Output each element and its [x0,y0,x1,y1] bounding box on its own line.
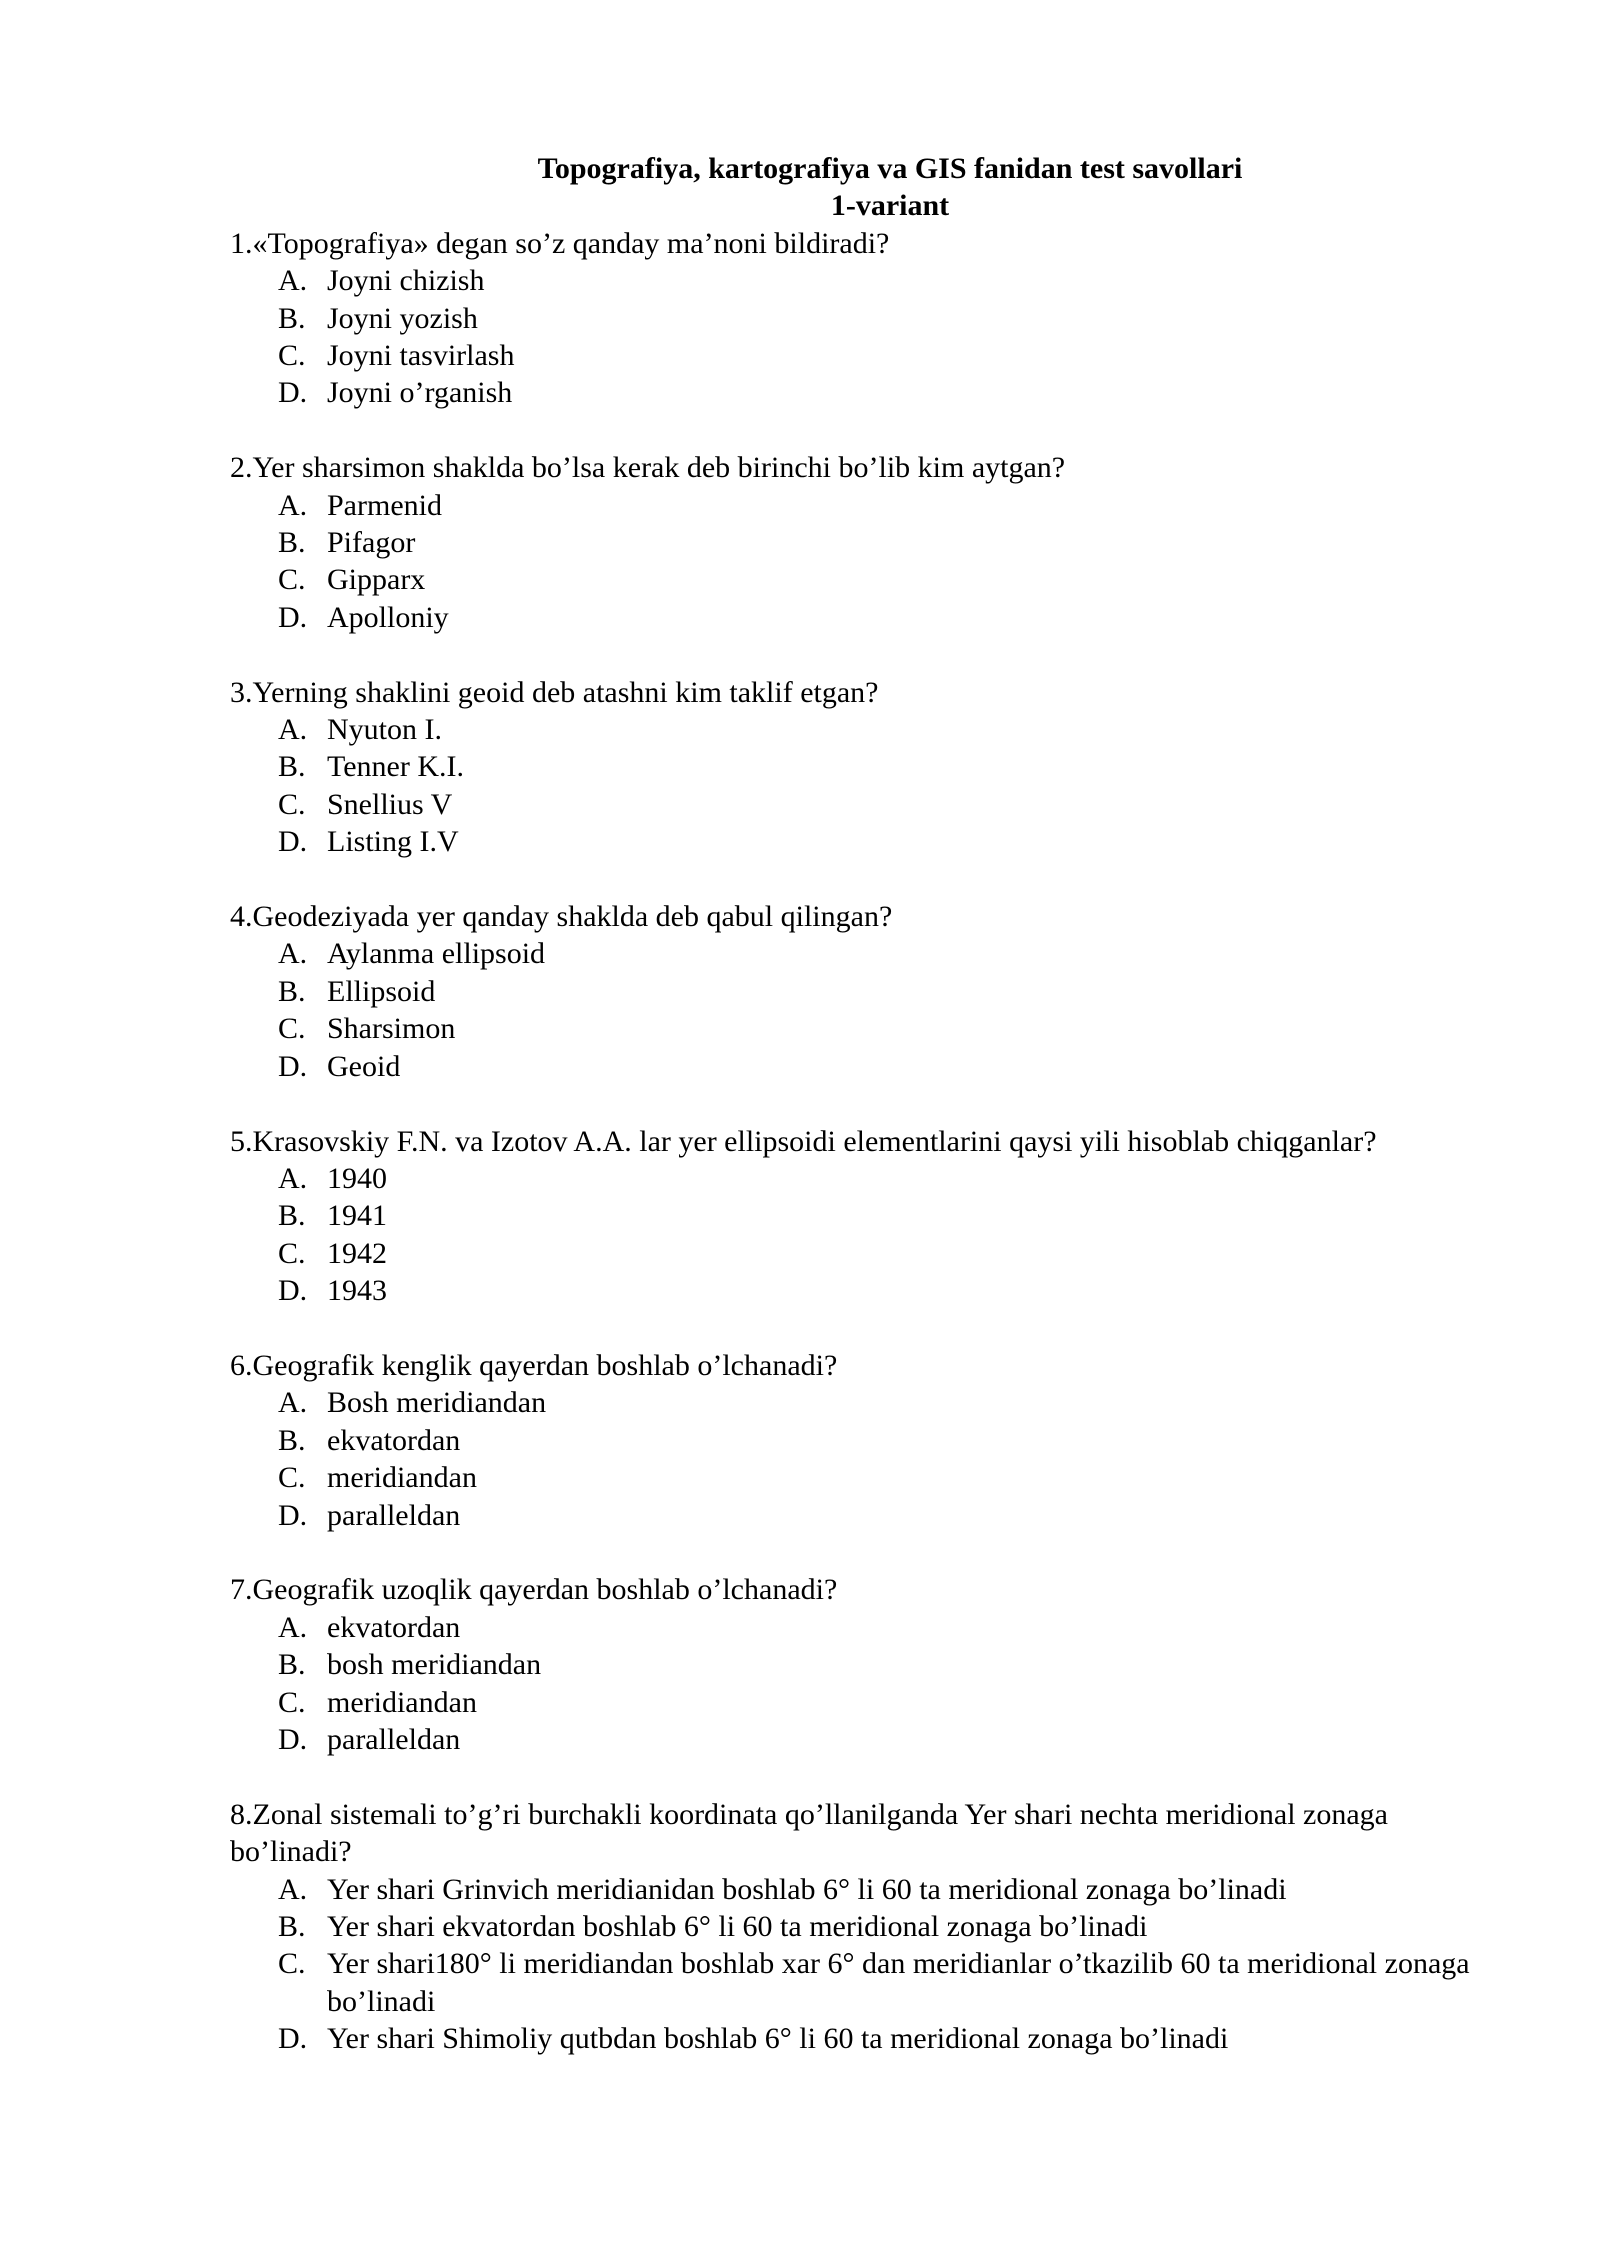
option-letter: A. [278,1386,308,1420]
question-1 [230,225,1510,412]
option-letter: A. [278,264,308,298]
answer-options [230,711,1510,861]
answer-option [230,1384,1510,1421]
option-text: Snellius V [327,787,453,821]
option-letter: B. [278,974,306,1008]
answer-option [230,1197,1510,1234]
question-4 [230,898,1510,1085]
question-5 [230,1123,1510,1310]
option-text: Joyni o’rganish [327,376,513,410]
option-text: Yer shari180° li meridiandan boshlab xar 6° dan meridianlar o’tkazilib 60 ta meridional zonaga bo’linadi [327,1947,1470,2018]
option-letter: C. [278,339,306,373]
answer-options [230,1609,1510,1759]
option-text: 1941 [327,1199,387,1233]
answer-options [230,1871,1510,2058]
option-text: Joyni yozish [327,301,478,335]
option-text: Gipparx [327,563,426,597]
option-text: Listing I.V [327,825,459,859]
question-2 [230,449,1510,636]
answer-option [230,1422,1510,1459]
question-6 [230,1347,1510,1534]
question-text: 3.Yerning shaklini geoid deb atashni kim taklif etgan? [230,675,879,709]
option-text: paralleldan [327,1498,461,1532]
option-text: Aylanma ellipsoid [327,937,546,971]
answer-option [230,1048,1510,1085]
answer-option [230,748,1510,785]
option-text: Bosh meridiandan [327,1386,547,1420]
option-text: Yer shari Shimoliy qutbdan boshlab 6° li 60 ta meridional zonaga bo’linadi [327,2022,1229,2056]
answer-option [230,1945,1510,2020]
option-text: 1943 [327,1274,387,1308]
question-text: 7.Geografik uzoqlik qayerdan boshlab o’lchanadi? [230,1573,838,1607]
option-letter: A. [278,488,308,522]
answer-options [230,935,1510,1085]
answer-option [230,1235,1510,1272]
document-subtitle: 1-variant [830,189,950,223]
option-text: Apolloniy [327,600,449,634]
answer-option [230,1160,1510,1197]
option-letter: B. [278,750,306,784]
answer-option [230,1010,1510,1047]
answer-option [230,561,1510,598]
option-text: Nyuton I. [327,713,442,747]
answer-option [230,786,1510,823]
option-letter: B. [278,1423,306,1457]
option-letter: B. [278,1909,306,1943]
option-letter: D. [278,1722,308,1756]
option-text: Pifagor [327,526,416,560]
answer-option [230,711,1510,748]
answer-option [230,1497,1510,1534]
question-text: 5.Krasovskiy F.N. va Izotov A.A. lar yer ellipsoidi elementlarini qaysi yili hisoblab chiqganlar? [230,1124,1377,1158]
option-text: Parmenid [327,488,442,522]
option-text: meridiandan [327,1685,477,1719]
answer-option [230,2020,1510,2057]
question-3 [230,674,1510,861]
option-text: Yer shari ekvatordan boshlab 6° li 60 ta meridional zonaga bo’linadi [327,1909,1148,1943]
option-letter: C. [278,1685,306,1719]
answer-option [230,973,1510,1010]
answer-options [230,1160,1510,1310]
option-letter: D. [278,1274,308,1308]
option-text: 1940 [327,1161,387,1195]
answer-option [230,337,1510,374]
option-text: ekvatordan [327,1423,461,1457]
answer-option [230,1272,1510,1309]
option-letter: A. [278,1161,308,1195]
option-letter: C. [278,1012,306,1046]
option-text: Yer shari Grinvich meridianidan boshlab 6° li 60 ta meridional zonaga bo’linadi [327,1872,1287,1906]
option-text: Sharsimon [327,1012,456,1046]
option-letter: D. [278,1498,308,1532]
answer-option [230,1871,1510,1908]
document-title: Topografiya, kartografiya va GIS fanidan test savollari [537,152,1243,185]
answer-option [230,599,1510,636]
answer-options [230,262,1510,412]
question-7 [230,1571,1510,1758]
question-text: 2.Yer sharsimon shaklda bo’lsa kerak deb birinchi bo’lib kim aytgan? [230,451,1066,485]
answer-option [230,1908,1510,1945]
option-letter: C. [278,1947,306,1981]
answer-option [230,374,1510,411]
answer-option [230,935,1510,972]
option-letter: D. [278,825,308,859]
question-text: 4.Geodeziyada yer qanday shaklda deb qabul qilingan? [230,900,893,934]
option-text: 1942 [327,1236,387,1270]
answer-option [230,1721,1510,1758]
answer-option [230,823,1510,860]
option-letter: A. [278,1610,308,1644]
answer-option [230,524,1510,561]
option-text: bosh meridiandan [327,1648,542,1682]
option-text: Ellipsoid [327,974,436,1008]
option-letter: D. [278,2022,308,2056]
question-8 [230,1796,1510,2058]
option-letter: D. [278,376,308,410]
answer-options [230,1384,1510,1534]
option-letter: C. [278,1461,306,1495]
option-letter: A. [278,1872,308,1906]
option-text: Tenner K.I. [327,750,465,784]
option-letter: D. [278,600,308,634]
question-text: 6.Geografik kenglik qayerdan boshlab o’lchanadi? [230,1348,838,1382]
question-text: 1.«Topografiya» degan so’z qanday ma’noni bildiradi? [230,226,890,260]
option-text: ekvatordan [327,1610,461,1644]
option-letter: C. [278,787,306,821]
option-letter: B. [278,301,306,335]
answer-option [230,1609,1510,1646]
option-letter: D. [278,1049,308,1083]
document-content [230,150,1510,2058]
answer-option [230,1646,1510,1683]
option-text: meridiandan [327,1461,477,1495]
option-text: Joyni tasvirlash [327,339,515,373]
option-text: Geoid [327,1049,401,1083]
option-letter: C. [278,563,306,597]
question-text: 8.Zonal sistemali to’g’ri burchakli koordinata qo’llanilganda Yer shari nechta meridional zonaga bo’linadi? [230,1797,1388,1869]
answer-option [230,1459,1510,1496]
option-letter: A. [278,937,308,971]
answer-option [230,487,1510,524]
option-text: Joyni chizish [327,264,485,298]
answer-option [230,1684,1510,1721]
option-text: paralleldan [327,1722,461,1756]
answer-options [230,487,1510,637]
answer-option [230,262,1510,299]
option-letter: C. [278,1236,306,1270]
option-letter: B. [278,1648,306,1682]
option-letter: B. [278,526,306,560]
option-letter: A. [278,713,308,747]
option-letter: B. [278,1199,306,1233]
answer-option [230,300,1510,337]
